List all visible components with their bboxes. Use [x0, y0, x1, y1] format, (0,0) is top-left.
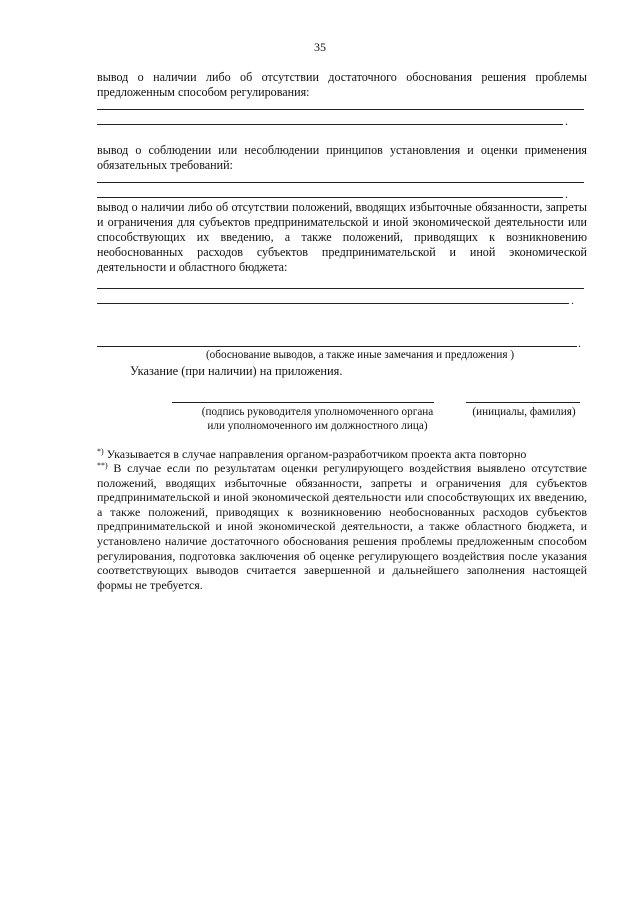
- section-3-end-mark: .: [571, 293, 574, 307]
- section-3-fill-line-2: [97, 303, 569, 304]
- initials-caption: (инициалы, фамилия): [472, 406, 576, 418]
- page-number: 35: [314, 40, 326, 54]
- section-2-fill-line-1: [97, 182, 584, 183]
- footnote-1-mark: *): [97, 447, 104, 456]
- justification-fill-line: [97, 346, 577, 347]
- footnote-1-text: Указывается в случае направления органом-разработчиком проекта акта повторно: [103, 447, 527, 461]
- signature-caption-line-2: или уполномоченного им должностного лица): [207, 420, 428, 432]
- justification-end-mark: .: [578, 336, 581, 350]
- section-1-fill-line-1: [97, 109, 584, 110]
- section-3-text: вывод о наличии либо об отсутствии положений, вводящих избыточные обязанности, запреты и ограничения для субъектов предпринимательской и иной экономической деятельности или способствующих их введению, а также положений, приводящих к возникновению необоснованных расходов субъектов предпринимательской и иной экономической деятельности и областного бюджета:: [97, 200, 587, 274]
- justification-caption: (обоснование выводов, а также иные замечания и предложения ): [205, 349, 515, 361]
- footnote-2-mark: **): [97, 461, 108, 470]
- signature-line: [172, 402, 434, 403]
- section-2-fill-line-2: [97, 197, 563, 198]
- attachments-label: Указание (при наличии) на приложения.: [130, 364, 343, 378]
- section-3-fill-line-1: [97, 288, 584, 289]
- footnote-2: [97, 461, 587, 592]
- signature-caption-line-1: (подпись руководителя уполномоченного органа: [201, 406, 434, 418]
- footnote-2-text: В случае если по результатам оценки регулирующего воздействия выявлено отсутствие положений, вводящих избыточные обязанности, запреты и ограничения для субъектов предпринимательской и иной экономической деятельности или способствующих их введению, а также положений, приводящих к возникновению необоснованных расходов субъектов предпринимательской и иной экономической деятельности, а также областного бюджета, и установлено наличие достаточного обоснования решения проблемы предложенным способом регулирования, подготовка заключения об оценке регулирующего воздействия после указания соответствующих выводов считается завершенной и дальнейшего заполнения настоящей формы не требуется.: [97, 461, 587, 592]
- section-1-end-mark: .: [565, 114, 568, 128]
- initials-line: [466, 402, 580, 403]
- footnote-1: [97, 447, 587, 462]
- section-2-end-mark: .: [565, 187, 568, 201]
- section-1-fill-line-2: [97, 124, 563, 125]
- section-1-text: вывод о наличии либо об отсутствии достаточного обоснования решения проблемы предложенным способом регулирования:: [97, 70, 587, 99]
- section-2-text: вывод о соблюдении или несоблюдении принципов установления и оценки применения обязательных требований:: [97, 143, 587, 172]
